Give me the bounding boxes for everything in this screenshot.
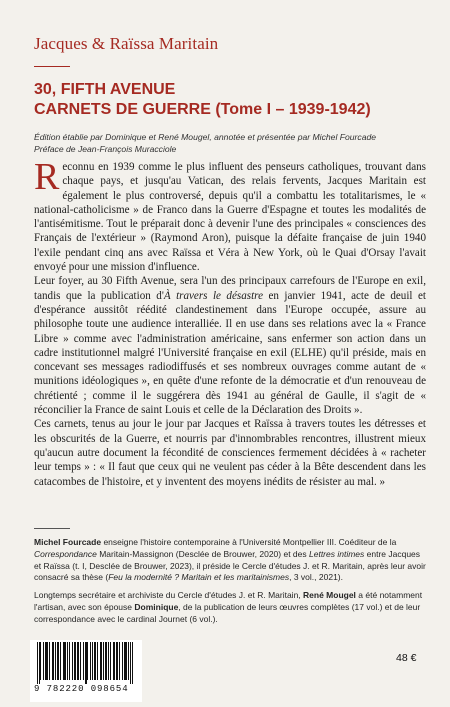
barcode-bar: [97, 642, 98, 680]
bio-name: Michel Fourcade: [34, 537, 102, 547]
barcode-bar: [116, 642, 117, 680]
barcode-bar: [119, 642, 120, 680]
isbn-number: 9 782220 098654: [34, 684, 129, 694]
authors-heading: Jacques & Raïssa Maritain: [34, 34, 219, 53]
barcode-bar: [108, 642, 109, 680]
barcode-bar: [39, 642, 40, 684]
bio-mougel: [34, 590, 426, 625]
barcode-bar: [60, 642, 61, 680]
barcode-bar: [72, 642, 73, 680]
barcode-bar: [117, 642, 118, 680]
barcode-bar: [132, 642, 133, 684]
barcode-bar: [100, 642, 101, 680]
barcode-bar: [57, 642, 58, 680]
bio-name: René Mougel: [303, 590, 356, 601]
edition-credits: [34, 132, 376, 155]
barcode-bar: [85, 642, 86, 684]
blurb-paragraph-3: Ces carnets, tenus au jour le jour par Jacques et Raïssa à travers toutes les détresses et les obscurités de la Guerre, et nourris par d'innombrables rencontres, illustrent mieux qu'aucun autre document la fécondité de consciences fermement décidées à « racheter leur temps » : « Il faut que ceux qui ne veulent pas céder à la Bête descendent dans les catacombes de l'histoire, et y inventent des moyens inédits de résister au mal. »: [34, 418, 426, 488]
bio-name: Dominique: [134, 601, 179, 612]
barcode-bar: [43, 642, 44, 680]
barcode-bar: [47, 642, 48, 680]
paragraph-1-text: econnu en 1939 comme le plus influent des penseurs catholiques, trouvant dans chaque pays, et jusqu'au Vatican, des relais fervents, Jacques Maritain est également le plus controversé, depuis qu'il a combattu les totalitarismes, le « national-catholicisme » de Franco dans la Guerre d'Espagne et toutes les modalités de l'antisémitisme. Tout le préparait donc à devenir l'une des principales « consciences des Français de l'extérieur » (Raymond Aron), puisque la défaite française de juin 1940 l'exile pendant cinq ans avec Raïssa et Véra à New York, où le Quai d'Orsay l'avait envoyé pour une mission d'influence.: [34, 161, 426, 274]
barcode-bar: [114, 642, 115, 680]
book-title: [34, 80, 371, 120]
barcode-bar: [126, 642, 127, 680]
barcode-bar: [65, 642, 66, 680]
barcode-bar: [94, 642, 95, 680]
barcode-bars: [35, 642, 137, 684]
bio-divider: [34, 528, 70, 529]
barcode-bar: [87, 642, 88, 680]
paragraph-2-text-a: Leur foyer, au 30 Fifth Avenue, sera l'un des principaux carrefours de l'Europe en exil, tandis que la publication d': [34, 275, 426, 302]
barcode-bar: [83, 642, 84, 680]
price: 48 €: [396, 652, 417, 664]
barcode-bar: [69, 642, 70, 680]
barcode-bar: [74, 642, 75, 680]
barcode-bar: [49, 642, 50, 680]
bio-text: a été notamment l'artisan, avec son épouse: [34, 590, 423, 612]
barcode-bar: [37, 642, 38, 684]
drop-cap: R: [34, 156, 60, 198]
bio-italic: Correspondance: [34, 548, 97, 559]
barcode-bar: [122, 642, 123, 680]
bio-text: , 3 vol., 2021).: [289, 572, 343, 583]
isbn-barcode: [30, 640, 142, 702]
title-divider: [34, 66, 70, 67]
barcode-bar: [75, 642, 76, 680]
barcode-bar: [130, 642, 131, 684]
barcode-bar: [58, 642, 59, 680]
barcode-bar: [125, 642, 126, 680]
bio-text: Maritain-Massignon (Desclée de Brouwer, 2020) et des: [96, 548, 309, 559]
barcode-bar: [95, 642, 96, 680]
barcode-bar: [103, 642, 104, 680]
barcode-bar: [113, 642, 114, 680]
bio-fourcade: [34, 537, 426, 584]
barcode-bar: [124, 642, 125, 680]
barcode-bar: [77, 642, 78, 680]
barcode-bar: [128, 642, 129, 680]
author-bios: [34, 537, 426, 632]
bio-italic: Feu la modernité ? Maritain et les maritainismes: [108, 572, 290, 583]
edition-line: Édition établie par Dominique et René Mougel, annotée et présentée par Michel Fourcade: [34, 132, 377, 142]
bio-text: , de la publication de leurs œuvres complètes (17 vol.) et de leur correspondance avec le cardinal Journet (6 vol.).: [34, 601, 421, 624]
barcode-bar: [63, 642, 64, 680]
barcode-bar: [46, 642, 47, 680]
barcode-bar: [55, 642, 56, 680]
barcode-bar: [78, 642, 79, 680]
blurb-paragraph-2: [34, 274, 426, 417]
barcode-bar: [40, 642, 41, 680]
barcode-bar: [90, 642, 91, 680]
blurb-text: [34, 156, 426, 489]
barcode-bar: [106, 642, 107, 680]
barcode-bar: [80, 642, 81, 680]
barcode-bar: [52, 642, 53, 680]
book-title-italic: À travers le désastre: [163, 289, 263, 302]
bio-text: entre Jacques et Raïssa (t. I, Desclée de Brouwer, 2023), il préside le Cercle d'études J. et R. Maritain, après leur avoir consacré sa thèse (: [34, 548, 426, 583]
barcode-bar: [64, 642, 65, 680]
bio-text: enseigne l'histoire contemporaine à l'Université Montpellier III. Coéditeur de la: [101, 537, 397, 547]
title-line-2: CARNETS DE GUERRE (Tome I – 1939-1942): [34, 101, 371, 118]
barcode-bar: [92, 642, 93, 680]
paragraph-2-text-b: en janvier 1941, acte de deuil et d'espérance aussitôt réédité clandestinement dans l'Europe occupée, assure au philosophe toute une audience interalliée. Il en use dans ses relations avec la « France Libre » comme avec l'administration américaine, sans enfermer son action dans un cadre institutionnel malgré l'Université française en exil (ELHE) qu'il préside, mais en concevant ses messages radiodiffusés et ses nombreux ouvrages comme autant de « munitions idéologiques », en quête d'une refonte de la démocratie et d'un renouveau de chrétienté ; comme il le suggérera dès 1941 au général de Gaulle, il s'agit de « réconcilier la France de saint Louis et celle de la Déclaration des Droits ».: [34, 289, 426, 417]
barcode-bar: [86, 642, 87, 684]
barcode-bar: [110, 642, 111, 680]
barcode-bar: [53, 642, 54, 680]
barcode-bar: [105, 642, 106, 680]
preface-line: Préface de Jean-François Muracciole: [34, 143, 177, 154]
barcode-bar: [67, 642, 68, 680]
bio-text: Longtemps secrétaire et archiviste du Cercle d'études J. et R. Maritain,: [34, 590, 304, 601]
bio-italic: Lettres intimes: [309, 548, 365, 559]
barcode-bar: [45, 642, 46, 680]
title-line-1: 30, FIFTH AVENUE: [34, 81, 176, 98]
barcode-bar: [101, 642, 102, 680]
blurb-paragraph-1: [34, 156, 426, 274]
